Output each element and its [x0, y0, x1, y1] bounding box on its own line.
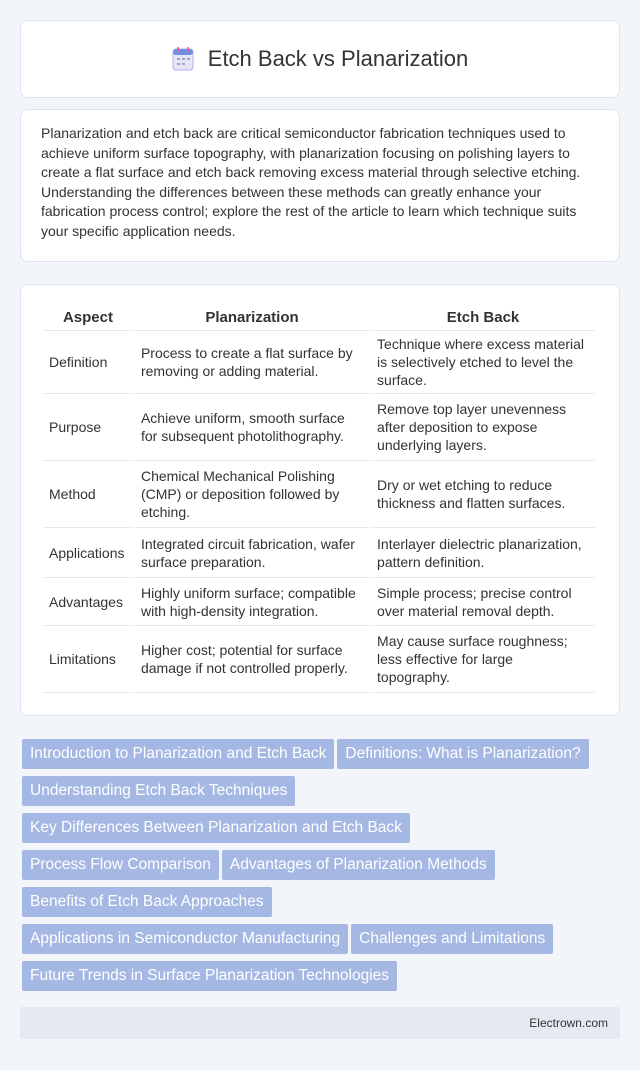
toc-link-definitions[interactable]: Definitions: What is Planarization? [337, 739, 588, 769]
table-header-row [43, 305, 595, 331]
comparison-table [41, 305, 597, 693]
header-planarization: Planarization [135, 305, 369, 331]
row-planarization: Integrated circuit fabrication, wafer surface preparation. [135, 528, 369, 578]
title-card [20, 20, 620, 98]
toc-link-introduction[interactable]: Introduction to Planarization and Etch Back [22, 739, 334, 769]
toc-link-etch-back-techniques[interactable]: Understanding Etch Back Techniques [22, 776, 295, 806]
row-etch-back: Interlayer dielectric planarization, pattern definition. [371, 528, 595, 578]
intro-card [20, 109, 620, 262]
row-planarization: Highly uniform surface; compatible with high-density integration. [135, 578, 369, 626]
toc-link-challenges[interactable]: Challenges and Limitations [351, 924, 553, 954]
table-row [43, 528, 595, 578]
footer-brand[interactable]: Electrown.com [529, 1016, 608, 1030]
row-etch-back: Remove top layer unevenness after deposition to expose underlying layers. [371, 394, 595, 461]
row-aspect: Purpose [43, 394, 133, 461]
footer [20, 1007, 620, 1039]
row-aspect: Definition [43, 331, 133, 394]
table-row [43, 626, 595, 693]
toc-link-advantages[interactable]: Advantages of Planarization Methods [222, 850, 495, 880]
toc-link-process-flow[interactable]: Process Flow Comparison [22, 850, 219, 880]
page-title: Etch Back vs Planarization [207, 46, 469, 71]
row-planarization: Achieve uniform, smooth surface for subsequent photolithography. [135, 394, 369, 461]
header-aspect: Aspect [43, 305, 133, 331]
table-row [43, 578, 595, 626]
row-etch-back: May cause surface roughness; less effective for large topography. [371, 626, 595, 693]
toc-link-future-trends[interactable]: Future Trends in Surface Planarization Technologies [22, 961, 397, 991]
row-etch-back: Dry or wet etching to reduce thickness and flatten surfaces. [371, 461, 595, 528]
intro-paragraph: Planarization and etch back are critical semiconductor fabrication techniques used to achieve uniform surface topography, with planarization focusing on polishing layers to create a flat surface and etch back removing excess material through selective etching. Understanding the differences between these methods can greatly enhance your fabrication process control; explore the rest of the article to learn which technique suits your specific application needs. [41, 125, 581, 239]
table-row [43, 394, 595, 461]
row-planarization: Process to create a flat surface by removing or adding material. [135, 331, 369, 394]
row-etch-back: Technique where excess material is selectively etched to level the surface. [371, 331, 595, 394]
table-row [43, 461, 595, 528]
row-aspect: Limitations [43, 626, 133, 693]
row-etch-back: Simple process; precise control over material removal depth. [371, 578, 595, 626]
row-planarization: Higher cost; potential for surface damage if not controlled properly. [135, 626, 369, 693]
toc-links [22, 739, 622, 998]
comparison-card [20, 284, 620, 716]
toc-link-benefits[interactable]: Benefits of Etch Back Approaches [22, 887, 272, 917]
toc-link-key-differences[interactable]: Key Differences Between Planarization and Etch Back [22, 813, 410, 843]
header-etch-back: Etch Back [371, 305, 595, 331]
row-aspect: Advantages [43, 578, 133, 626]
toc-link-applications[interactable]: Applications in Semiconductor Manufacturing [22, 924, 348, 954]
row-aspect: Method [43, 461, 133, 528]
table-row [43, 331, 595, 394]
row-aspect: Applications [43, 528, 133, 578]
row-planarization: Chemical Mechanical Polishing (CMP) or deposition followed by etching. [135, 461, 369, 528]
document-icon [172, 47, 194, 71]
